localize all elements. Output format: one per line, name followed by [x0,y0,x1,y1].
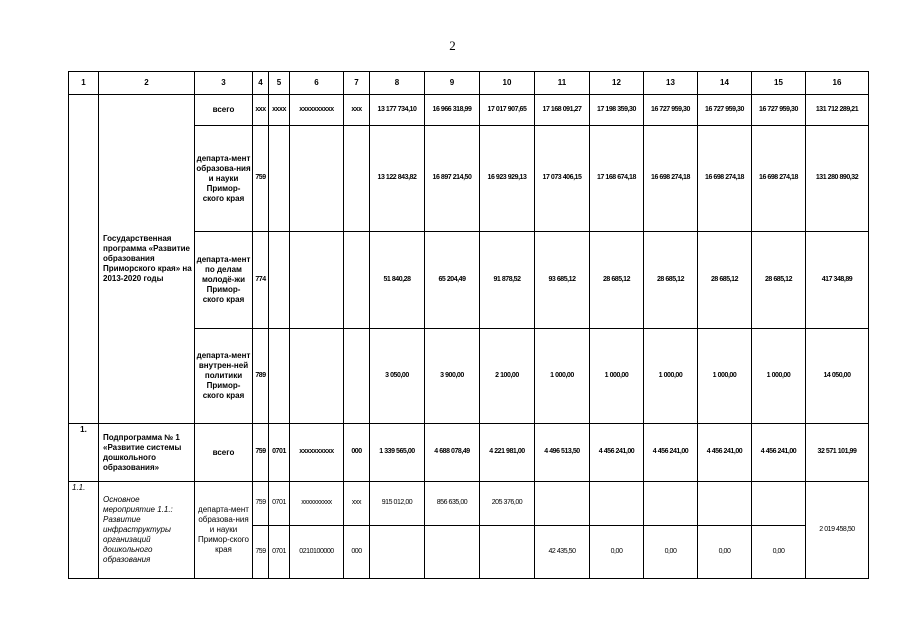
header-cell: 15 [752,72,806,95]
cell-v11: 42 435,50 [535,526,590,579]
cell-v8: 51 840,28 [370,232,425,329]
cell-v8: 1 339 565,00 [370,424,425,482]
header-cell: 11 [535,72,590,95]
cell-v9: 65 204,49 [425,232,480,329]
cell-col4: 759 [253,526,269,579]
cell-v15: 0,00 [752,526,806,579]
cell-col6: 0210100000 [290,526,344,579]
cell-col5: 0701 [269,526,290,579]
cell-col6 [290,126,344,232]
cell-col4: 789 [253,329,269,424]
cell-col7 [344,329,370,424]
cell-col6 [290,329,344,424]
budget-table [68,71,869,579]
cell-v8: 3 050,00 [370,329,425,424]
cell-v13: 4 456 241,00 [644,424,698,482]
cell-col7 [344,232,370,329]
cell-v11: 17 073 406,15 [535,126,590,232]
cell-col6: хххххххххх [290,95,344,126]
cell-col3: департа-мент по делам молодё-жи Примор-ского края [195,232,253,329]
cell-v10: 16 923 929,13 [480,126,535,232]
cell-v14 [698,482,752,526]
cell-v15: 4 456 241,00 [752,424,806,482]
cell-v12: 17 168 674,18 [590,126,644,232]
cell-v12: 0,00 [590,526,644,579]
cell-v15: 16 698 274,18 [752,126,806,232]
cell-col5: 0701 [269,424,290,482]
cell-v13: 16 727 959,30 [644,95,698,126]
cell-v8: 13 122 843,82 [370,126,425,232]
header-cell: 8 [370,72,425,95]
header-cell: 7 [344,72,370,95]
program-name: Государственная программа «Развитие образования Приморского края» на 2013-2020 годы [99,95,195,424]
header-row [69,72,869,95]
cell-v9: 16 897 214,50 [425,126,480,232]
cell-col5: хххх [269,95,290,126]
cell-v10: 2 100,00 [480,329,535,424]
cell-v14: 28 685,12 [698,232,752,329]
cell-v14: 16 727 959,30 [698,95,752,126]
header-cell: 12 [590,72,644,95]
cell-v14: 0,00 [698,526,752,579]
cell-col6: хххххххххх [290,424,344,482]
cell-v15 [752,482,806,526]
header-cell: 9 [425,72,480,95]
cell-v12: 28 685,12 [590,232,644,329]
table-row [69,424,869,482]
header-cell: 6 [290,72,344,95]
cell-v8: 915 012,00 [370,482,425,526]
header-cell: 1 [69,72,99,95]
cell-v16: 131 712 289,21 [806,95,869,126]
header-cell: 13 [644,72,698,95]
cell-v12: 4 456 241,00 [590,424,644,482]
header-cell: 4 [253,72,269,95]
measure-name: Основное мероприятие 1.1.: Развитие инфраструктуры организаций дошкольного образования [99,482,195,579]
cell-v14: 16 698 274,18 [698,126,752,232]
table-row [69,95,869,126]
cell-v9 [425,526,480,579]
cell-v16: 131 280 890,32 [806,126,869,232]
cell-v11: 93 685,12 [535,232,590,329]
cell-col5 [269,126,290,232]
cell-col5 [269,329,290,424]
cell-col7: 000 [344,526,370,579]
cell-col7: ххх [344,95,370,126]
cell-v12: 17 198 359,30 [590,95,644,126]
cell-v11: 1 000,00 [535,329,590,424]
cell-v9: 3 900,00 [425,329,480,424]
cell-v9: 4 688 078,49 [425,424,480,482]
cell-col7 [344,126,370,232]
cell-col6 [290,232,344,329]
cell-col4: ххх [253,95,269,126]
cell-col4: 759 [253,126,269,232]
subprogram-num: 1. [69,424,99,482]
page-number: 2 [449,38,456,53]
cell-v15: 28 685,12 [752,232,806,329]
cell-v10 [480,526,535,579]
table-row [69,482,869,526]
cell-col3: всего [195,424,253,482]
cell-v13 [644,482,698,526]
cell-v11: 17 168 091,27 [535,95,590,126]
cell-v8 [370,526,425,579]
cell-v11 [535,482,590,526]
cell-v16: 32 571 101,99 [806,424,869,482]
cell-v14: 4 456 241,00 [698,424,752,482]
cell-v10: 91 878,52 [480,232,535,329]
cell-v13: 16 698 274,18 [644,126,698,232]
cell-col5: 0701 [269,482,290,526]
cell-v16: 14 050,00 [806,329,869,424]
program-num-cell [69,95,99,424]
cell-v15: 16 727 959,30 [752,95,806,126]
cell-col4: 759 [253,482,269,526]
cell-v10: 17 017 907,65 [480,95,535,126]
header-cell: 5 [269,72,290,95]
cell-col4: 759 [253,424,269,482]
measure-total: 2 019 458,50 [806,482,869,579]
cell-v14: 1 000,00 [698,329,752,424]
cell-v15: 1 000,00 [752,329,806,424]
header-cell: 16 [806,72,869,95]
cell-v9: 16 966 318,99 [425,95,480,126]
cell-col3: департа-мент внутрен-ней политики Примор-ского края [195,329,253,424]
header-cell: 14 [698,72,752,95]
cell-v13: 28 685,12 [644,232,698,329]
cell-v10: 4 221 981,00 [480,424,535,482]
cell-col7: 000 [344,424,370,482]
cell-col7: ххх [344,482,370,526]
cell-v13: 1 000,00 [644,329,698,424]
cell-v10: 205 376,00 [480,482,535,526]
measure-dept: департа-мент образова-ния и науки Примор-ского края [195,482,253,579]
cell-v16: 417 348,89 [806,232,869,329]
cell-col3: всего [195,95,253,126]
cell-col6: хххххххххх [290,482,344,526]
header-cell: 10 [480,72,535,95]
header-cell: 3 [195,72,253,95]
header-cell: 2 [99,72,195,95]
cell-v11: 4 496 513,50 [535,424,590,482]
measure-num: 1.1. [69,482,99,579]
cell-v13: 0,00 [644,526,698,579]
cell-v12: 1 000,00 [590,329,644,424]
cell-col5 [269,232,290,329]
cell-v12 [590,482,644,526]
cell-col3: департа-мент образова-ния и науки Примор-ского края [195,126,253,232]
cell-col4: 774 [253,232,269,329]
cell-v9: 856 635,00 [425,482,480,526]
cell-v8: 13 177 734,10 [370,95,425,126]
subprogram-name: Подпрограмма № 1 «Развитие системы дошкольного образования» [99,424,195,482]
